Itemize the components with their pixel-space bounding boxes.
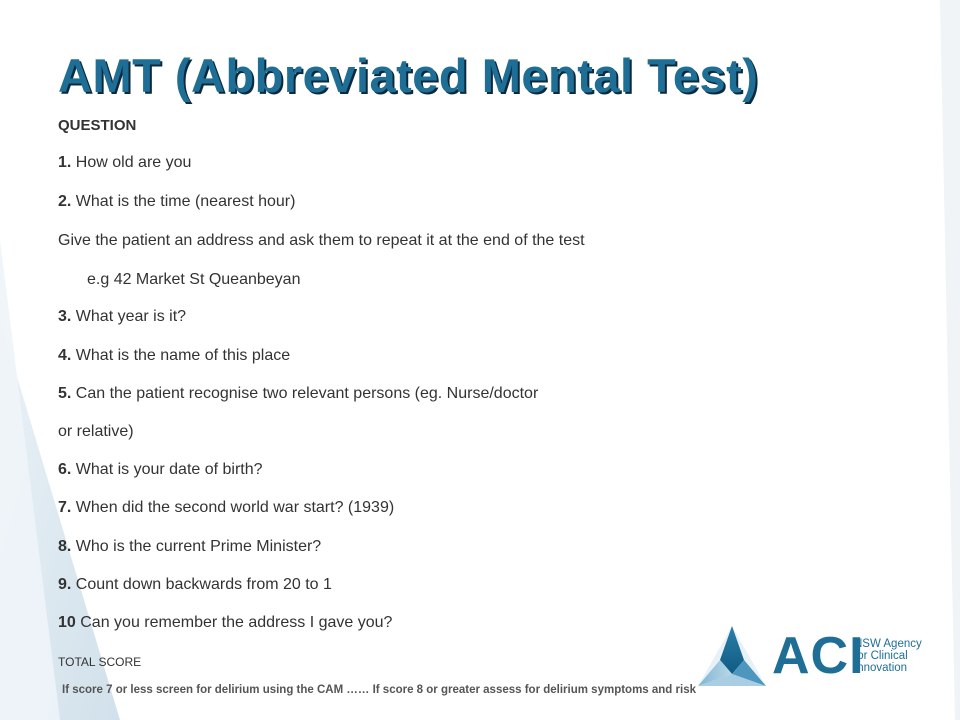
question-item: 3. What year is it? [58,308,187,325]
address-instruction: Give the patient an address and ask them to repeat it at the end of the test [58,232,585,249]
question-item: 1. How old are you [58,154,192,171]
address-example: e.g 42 Market St Queanbeyan [87,271,301,288]
question-item: 9. Count down backwards from 20 to 1 [58,576,332,593]
question-header: QUESTION [58,117,137,134]
question-item: 5. Can the patient recognise two relevant persons (eg. Nurse/doctor [58,385,539,402]
aci-acronym: ACI [772,627,865,685]
question-item: 10 Can you remember the address I gave you? [58,614,393,631]
question-item: 7. When did the second world war start? (1939) [58,499,395,516]
page-title: AMT (Abbreviated Mental Test) [58,49,759,102]
question-item: 4. What is the name of this place [58,347,291,364]
question-item: 6. What is your date of birth? [58,461,263,478]
aci-full-name: NSW Agency for Clinical Innovation [854,638,922,674]
question-item: 8. Who is the current Prime Minister? [58,538,322,555]
question-continuation: or relative) [58,423,134,440]
aci-triangle-logo-icon [696,624,768,688]
question-item: 2. What is the time (nearest hour) [58,193,296,210]
score-guidance-note: If score 7 or less screen for delirium using the CAM …… If score 8 or greater assess for delirium symptoms and risk [62,684,696,696]
aci-logo [696,624,936,690]
total-score-label: TOTAL SCORE [58,655,142,669]
